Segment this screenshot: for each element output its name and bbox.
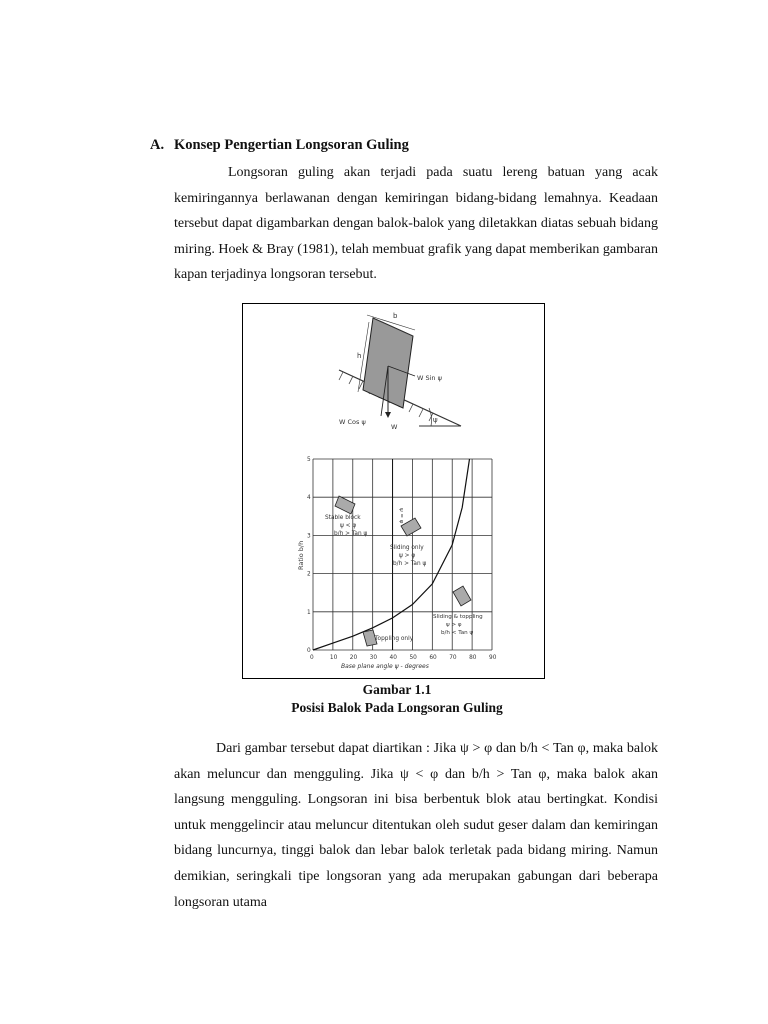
stable-label-3: b/h > Tan ψ xyxy=(334,531,368,537)
section-number: A. xyxy=(150,137,165,153)
x-tick-label: 70 xyxy=(449,655,457,661)
stable-label-2: ψ < φ xyxy=(340,523,357,529)
chart-xlabel: Base plane angle ψ - degrees xyxy=(341,663,429,670)
section-heading xyxy=(150,137,409,154)
y-tick-label: 1 xyxy=(307,609,311,616)
vertical-line-label: ψ = φ xyxy=(398,508,404,524)
x-tick-label: 20 xyxy=(349,655,358,661)
label-b: b xyxy=(393,312,398,320)
label-h: h xyxy=(357,352,362,360)
stable-block-icon xyxy=(335,496,355,514)
y-tick-label: 2 xyxy=(307,571,311,578)
x-tick-label: 10 xyxy=(329,655,338,661)
x-tick-label: 30 xyxy=(369,655,378,661)
sliding-label-3: b/h > Tan ψ xyxy=(393,561,427,567)
x-tick-labels xyxy=(310,655,497,661)
y-tick-labels xyxy=(307,457,311,654)
explanation-paragraph xyxy=(174,736,658,915)
y-tick-label: 3 xyxy=(307,533,311,540)
chart-ylabel: Ratio b/h xyxy=(297,540,305,570)
x-tick-label: 40 xyxy=(389,655,397,661)
section-title: Konsep Pengertian Longsoran Guling xyxy=(174,137,409,153)
y-tick-label: 0 xyxy=(307,648,311,654)
stability-chart xyxy=(297,457,497,670)
sliding-toppling-label-3: b/h < Tan ψ xyxy=(441,630,474,636)
sliding-label-1: Sliding only xyxy=(390,545,424,551)
x-tick-label: 0 xyxy=(310,655,314,661)
toppling-label: Toppling only xyxy=(375,636,414,642)
label-wsin: W Sin ψ xyxy=(417,374,442,382)
label-w: W xyxy=(391,423,398,431)
sliding-toppling-label-1: Sliding & toppling xyxy=(433,614,483,620)
y-tick-label: 4 xyxy=(307,495,311,502)
x-tick-label: 50 xyxy=(409,655,417,661)
block-diagram xyxy=(339,312,461,431)
explanation-paragraph-text: Dari gambar tersebut dapat diartikan : Jika ψ > φ dan b/h < Tan φ, maka balok akan meluncur dan mengguling. Jika ψ < φ dan b/h > Tan φ, maka balok akan langsung mengguling. Longsoran ini bisa berbentuk blok atau bertingkat. Kondisi untuk menggelincir atau meluncur ditentukan oleh sudut geser dalam dan kemiringan bidang luncurnya, tinggi balok dan lebar balok terletak pada bidang miring. Namun demikian, seringkali tipe longsoran yang ada merupakan gabungan dari beberapa longsoran utama xyxy=(174,741,658,910)
intro-paragraph-text: Longsoran guling akan terjadi pada suatu lereng batuan yang acak kemiringannya berlawanan dengan kemiringan bidang-bidang lemahnya. Keadaan tersebut dapat digambarkan dengan balok-balok yang diletakkan diatas sebuah bidang miring. Hoek & Bray (1981), telah membuat grafik yang dapat memberikan gambaran kapan terjadinya longsoran tersebut. xyxy=(174,165,659,283)
stable-label-1: Stable block xyxy=(325,515,361,521)
figure-caption-number: Gambar 1.1 xyxy=(362,682,432,697)
label-wcos: W Cos ψ xyxy=(339,418,366,426)
label-psi: ψ xyxy=(433,416,438,424)
x-tick-label: 90 xyxy=(489,655,497,661)
intro-paragraph xyxy=(174,160,658,288)
figure-svg xyxy=(243,304,546,680)
figure-caption-title: Posisi Balok Pada Longsoran Guling xyxy=(291,700,503,715)
figure-box xyxy=(242,303,545,679)
sliding-toppling-label-2: ψ > φ xyxy=(446,622,462,628)
x-tick-label: 80 xyxy=(469,655,477,661)
sliding-toppling-block-icon xyxy=(453,586,471,606)
x-tick-label: 60 xyxy=(429,655,437,661)
sliding-label-2: ψ > φ xyxy=(399,553,416,559)
y-tick-label: 5 xyxy=(307,457,311,463)
